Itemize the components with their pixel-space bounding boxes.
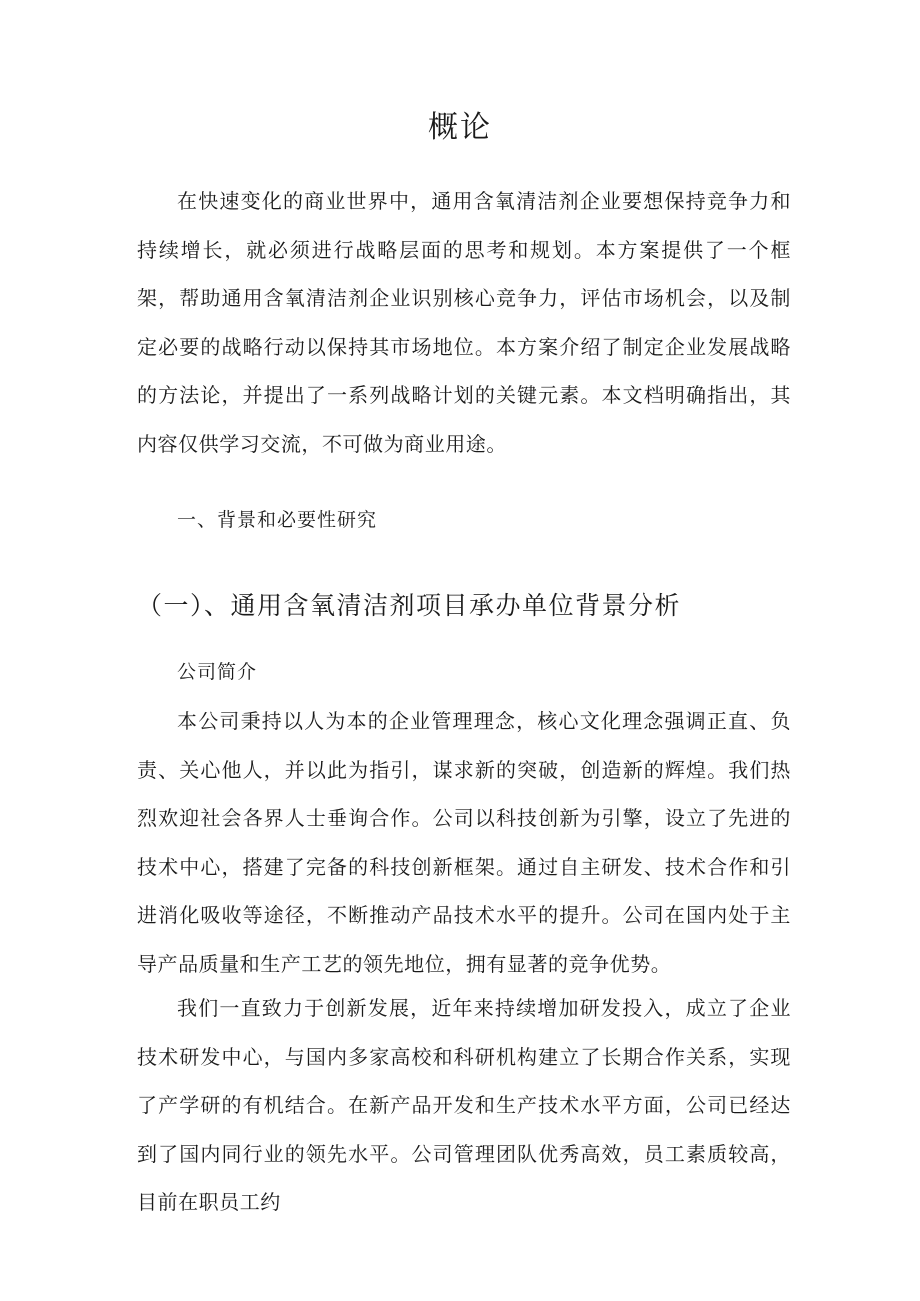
section-heading: 一、背景和必要性研究 [177, 509, 378, 531]
profile-paragraph-2: 我们一直致力于创新发展，近年来持续增加研发投入，成立了企业技术研发中心，与国内多家高校和科研机构建立了长期合作关系，实现了产学研的有机结合。在新产品开发和生产技术水平方面，公司已经达到了国内同行业的领先水平。公司管理团队优秀高效，员工素质较高，目前在职员工约 [137, 996, 791, 1214]
subsection-heading: （一）、通用含氧清洁剂项目承办单位背景分析 [137, 591, 682, 620]
intro-paragraph: 在快速变化的商业世界中，通用含氧清洁剂企业要想保持竞争力和持续增长，就必须进行战略层面的思考和规划。本方案提供了一个框架，帮助通用含氧清洁剂企业识别核心竞争力，评估市场机会，以及制定必要的战略行动以保持其市场地位。本方案介绍了制定企业发展战略的方法论，并提出了一系列战略计划的关键元素。本文档明确指出，其内容仅供学习交流，不可做为商业用途。 [137, 189, 791, 456]
document-title: 概论 [428, 110, 492, 145]
subsection-label: 公司简介 [177, 661, 258, 683]
profile-paragraph-1: 本公司秉持以人为本的企业管理理念，核心文化理念强调正直、负责、关心他人，并以此为指引，谋求新的突破，创造新的辉煌。我们热烈欢迎社会各界人士垂询合作。公司以科技创新为引擎，设立了先进的技术中心，搭建了完备的科技创新框架。通过自主研发、技术合作和引进消化吸收等途径，不断推动产品技术水平的提升。公司在国内处于主导产品质量和生产工艺的领先地位，拥有显著的竞争优势。 [137, 709, 791, 976]
